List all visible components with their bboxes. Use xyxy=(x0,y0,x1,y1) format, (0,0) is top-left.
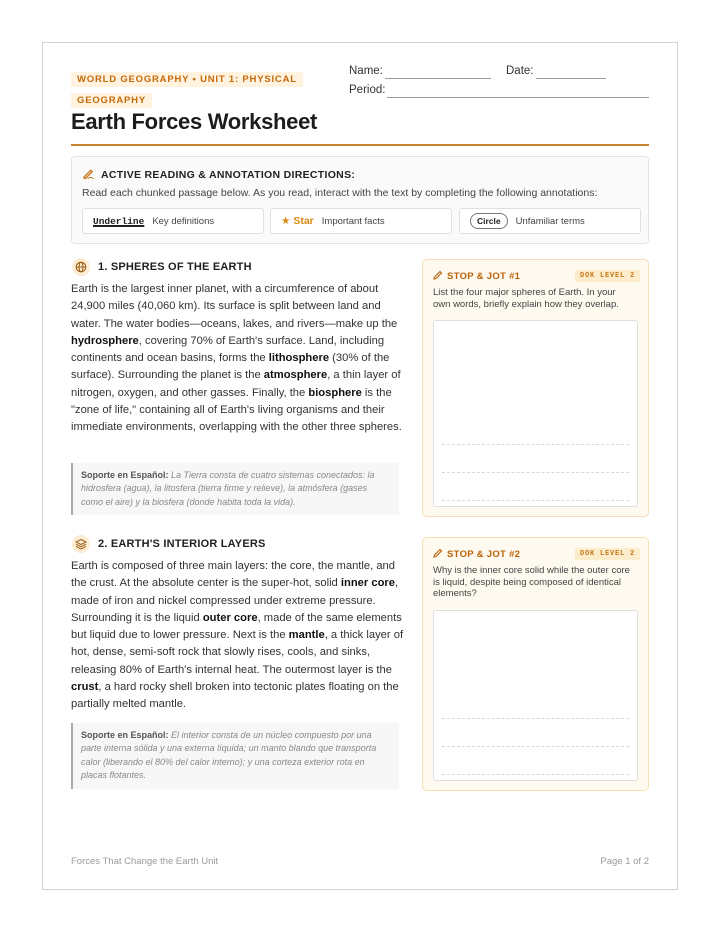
section-1-passage: Earth is the largest inner planet, with a circumference of about 24,900 miles (40,060 km). Its surface is split between land and water. The water bodies—oceans, lakes, and rivers—make up the hydrosphere, covering 70% of Earth's surface. Land, including continents and ocean basins, forms the lithosphere (30% of the surface). Surrounding the planet is the atmosphere, a thin layer of nitrogen, oxygen, and other gasses. Finally, the biosphere is the "zone of life," containing all of Earth's living organisms and their immediate environments, overlapping with the other three spheres. xyxy=(71,283,402,434)
title-divider xyxy=(71,144,649,146)
dok-badge: DOK LEVEL 2 xyxy=(575,548,640,560)
spanish-label: Soporte en Español: xyxy=(81,730,169,740)
pencil-icon xyxy=(433,270,443,283)
section-2-passage: Earth is composed of three main layers: the core, the mantle, and the crust. At the absolute center is the super-hot, solid inner core, made of iron and nickel compressed under extreme pressure. Surrounding it is the liquid outer core, made of the same elements but liquid due to lower pressure. Next is the mantle, a thick layer of hot, dense, semi-soft rock that slowly rises, cools, and sinks, releasing 80% of Earth's internal heat. The outermost layer is the crust, a hard rocky shell broken into tectonic plates floating on the partially melted mantle. xyxy=(71,560,404,711)
spanish-label: Soporte en Español: xyxy=(81,470,169,480)
directions-text: Read each chunked passage below. As you read, interact with the text by completing the following annotations: xyxy=(82,187,598,199)
globe-icon xyxy=(72,258,90,276)
section-2-spanish-support xyxy=(71,723,399,789)
footer-unit-name: Forces That Change the Earth Unit xyxy=(71,856,219,867)
jot-1-prompt: List the four major spheres of Earth. In your own words, briefly explain how they overlap. xyxy=(433,287,619,310)
period-line[interactable] xyxy=(387,86,649,98)
answer-line xyxy=(442,718,629,719)
page-title: Earth Forces Worksheet xyxy=(71,109,318,134)
directions-heading: ACTIVE READING & ANNOTATION DIRECTIONS: xyxy=(82,167,355,183)
circle-desc: Unfamiliar terms xyxy=(515,215,585,227)
answer-line xyxy=(442,444,629,445)
annotation-underline xyxy=(82,208,264,234)
stop-and-jot-2 xyxy=(422,537,649,791)
annotation-star xyxy=(270,208,452,234)
jot-1-heading: STOP & JOT #1 xyxy=(433,270,520,283)
answer-line xyxy=(442,774,629,775)
worksheet-page xyxy=(42,42,678,890)
name-field[interactable] xyxy=(349,65,383,77)
period-label: Period: xyxy=(349,84,386,96)
answer-line xyxy=(442,746,629,747)
jot-2-answer-box[interactable] xyxy=(433,610,638,781)
underline-marker: Underline xyxy=(93,215,145,227)
answer-line xyxy=(442,472,629,473)
date-line[interactable] xyxy=(536,67,606,79)
stop-and-jot-1 xyxy=(422,259,649,517)
pencil-icon xyxy=(433,548,443,561)
dok-badge: DOK LEVEL 2 xyxy=(575,270,640,282)
period-field[interactable] xyxy=(349,84,385,96)
spanish-text: La Tierra consta de cuatro sistemas conectados: la hidrosfera (agua), la litosfera (tierra firme y relieve), la atmósfera (gases como el aire) y la biosfera (donde habita toda la vida). xyxy=(81,470,375,507)
underline-desc: Key definitions xyxy=(152,215,215,227)
star-desc: Important facts xyxy=(321,215,385,227)
section-1-spanish-support xyxy=(71,463,399,515)
page-number: Page 1 of 2 xyxy=(600,856,649,867)
unit-eyebrow: WORLD GEOGRAPHY • UNIT 1: PHYSICAL GEOGRAPHY xyxy=(71,69,301,111)
date-label: Date: xyxy=(506,65,534,77)
jot-1-answer-box[interactable] xyxy=(433,320,638,507)
star-marker: ★ Star xyxy=(281,215,314,227)
pen-icon xyxy=(82,167,95,183)
layers-icon xyxy=(72,535,90,553)
section-2-title: 2. EARTH'S INTERIOR LAYERS xyxy=(98,538,266,550)
name-line[interactable] xyxy=(385,67,491,79)
answer-line xyxy=(442,500,629,501)
name-label: Name: xyxy=(349,65,383,77)
section-1-title: 1. SPHERES OF THE EARTH xyxy=(98,261,252,273)
spanish-text: El interior consta de un núcleo compuesto por una parte interna sólida y una externa líquida; un manto blando que transporta calor (liberando el 80% del calor interno); y una corteza exterior rota en placas flotantes. xyxy=(81,730,377,781)
circle-marker: Circle xyxy=(470,213,508,229)
annotation-directions xyxy=(71,156,649,244)
annotation-circle xyxy=(459,208,641,234)
jot-2-prompt: Why is the inner core solid while the outer core is liquid, despite being composed of identical elements? xyxy=(433,565,630,599)
date-field[interactable] xyxy=(506,65,534,77)
jot-2-heading: STOP & JOT #2 xyxy=(433,548,520,561)
